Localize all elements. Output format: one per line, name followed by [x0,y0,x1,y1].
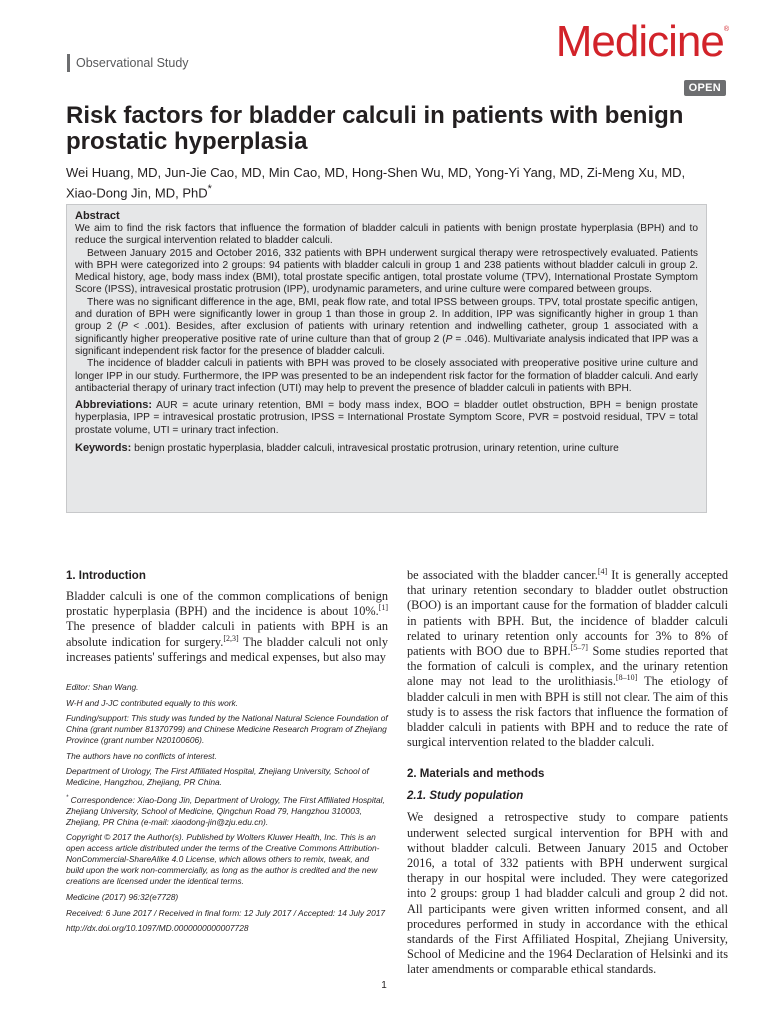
p-value-symbol: P [121,321,128,333]
abbreviations-label: Abbreviations: [75,399,153,412]
correspondence-note [66,793,388,828]
intro-text: be associated with the bladder cancer. [407,568,598,582]
open-access-badge: OPEN [684,80,726,96]
methods-heading: 2. Materials and methods [407,768,545,781]
abstract-results-part-a: There was no significant difference in the age, BMI, peak flow rate, and total IPSS between groups. TPV, total prostate specific antigen, and duration of BPH were significantly lower in group 1 than those in group 2. In addition, IPP was significantly higher in group 1 than group 2 ( [75,296,698,333]
abstract-methods: Between January 2015 and October 2016, 332 patients with BPH underwent surgical therapy were retrospectively evaluated. Patients with BPH were categorized into 2 groups: 94 patients with bladder calculi in group 1 and 238 patients without bladder calculi in group 2. Medical history, age, body mass index (BMI), total prostate specific antigen, total prostate volume (TPV), International Prostate Symptom Score (IPSS), intravesical prostatic protrusion (IPP), urodynamic parameters, and urine culture were compared between groups. [75,247,698,296]
abbreviations-text: AUR = acute urinary retention, BMI = body mass index, BOO = bladder outlet obstruction, BPH = benign prostate hyperplasia, IPP = intravesical prostatic protrusion, IPSS = International Prostate Symptom Score, PVR = postvoid residual, TPV = total prostate volume, UTI = urinary tract infection. [75,400,698,436]
journal-name: Medicine [555,17,724,66]
intro-text: The presence of bladder calculi in patients with BPH is an absolute indication for surgery. [66,619,388,649]
article-type-label: Observational Study [67,54,189,72]
abstract-results [75,297,698,358]
authors-text: Wei Huang, MD, Jun-Jie Cao, MD, Min Cao, MD, Hong-Shen Wu, MD, Yong-Yi Yang, MD, Zi-Meng Xu, MD, Xiao-Dong Jin, MD, PhD [66,165,686,201]
copyright-note: Copyright © 2017 the Author(s). Published by Wolters Kluwer Health, Inc. This is an open access article distributed under the terms of the Creative Commons Attribution-NonCommercial-ShareAlike 4.0 License, which allows others to remix, tweak, and build upon the work non-commercially, as long as the author is credited and the new creations are licensed under the identical terms. [66,832,380,887]
intro-text: Some studies reported that the formation of calculi is complex, and the urinary retention alone may not lead to the urolithiasis. [407,644,728,689]
citation-ref[interactable]: [4] [597,566,608,576]
department-note: Department of Urology, The First Affiliated Hospital, Zhejiang University, School of Medicine, Hangzhou, Zhejiang, PR China. [66,766,369,788]
editor-note: Editor: Shan Wang. [66,682,139,692]
abstract-box [66,204,707,513]
corresponding-author-mark: * [207,183,212,195]
abstract-objective: We aim to find the risk factors that influence the formation of bladder calculi in patients with benign prostate hyperplasia (BPH) and to reduce the surgical intervention related to bladder calculi. [75,223,698,247]
p-value-symbol: P [445,333,453,345]
registered-mark: ® [723,26,728,33]
keywords [75,442,698,455]
citation-ref[interactable]: [2,3] [223,633,239,643]
citation-ref[interactable]: [8–10] [615,673,638,683]
intro-text: It is generally accepted that urinary retention secondary to bladder outlet obstruction (BOO) is an important cause for the formation of bladder calculi in patients with BPH. But, the incidence of bladder calculi related to urinary retention only accounts for 3% to 8% of patients with BOO due to BPH. [407,568,728,659]
keywords-text: benign prostatic hyperplasia, bladder calculi, intravesical prostatic protrusion, urinary retention, urine culture [134,443,619,455]
intro-text: Bladder calculi is one of the common complications of benign prostatic hyperplasia (BPH) and the incidence is about 10%. [66,589,388,619]
right-column [407,568,728,978]
intro-text: The etiology of bladder calculi in men with BPH is still not clear. The aim of this study is to assess the risk factors that influence the formation of bladder calculi in patients with BPH and to reduce the rate of surgical intervention related to the bladder calculi. [407,674,728,750]
conflicts-note: The authors have no conflicts of interest. [66,750,217,761]
equal-contribution-note: W-H and J-JC contributed equally to this work. [66,697,239,708]
article-notes [66,682,388,939]
abstract-heading: Abstract [75,210,120,222]
received-note: Received: 6 June 2017 / Received in final form: 12 July 2017 / Accepted: 14 July 2017 [66,907,386,918]
correspondence-mark: * [66,794,69,801]
citation-note: Medicine (2017) 96:32(e7728) [66,891,179,902]
funding-note: Funding/support: This study was funded by the National Natural Science Foundation of China (grant number 81370799) and Chinese Medicine Research Program of Zhejiang Province (grant number N20100606). [66,713,388,746]
citation-ref[interactable]: [5–7] [570,642,588,652]
page-number: 1 [381,980,387,991]
abstract-results-part-b: < .001). Besides, after exclusion of patients with urinary retention and indwelling catheter, group 1 associated with a significantly higher preoperative positive rate of urine culture than that of group 2 ( [75,321,699,345]
introduction-continued [407,568,728,750]
study-population-paragraph: We designed a retrospective study to compare patients underwent selected surgical intervention for BPH with and without bladder calculi. Between January 2015 and October 2016, a total of 332 patients with BPH underwent surgical therapy in our hospital were included. They were categorized into 2 groups: group 1 had bladder calculi and group 2 did not. All participants were given written informed consent, and all procedures performed in study in accordance with the ethical standards of the First Affiliated Hospital, Zhejiang University, School of Medicine and the 1964 Declaration of Helsinki and its later amendments or comparable ethical standards. [407,810,728,977]
abstract-results-part-c: = .046). Multivariate analysis indicated that IPP was a significant independent risk factor for the presence of bladder calculi. [75,333,698,357]
article-title: Risk factors for bladder calculi in patients with benign prostatic hyperplasia [66,102,684,155]
correspondence-text: Correspondence: Xiao-Dong Jin, Department of Urology, The First Affiliated Hospital, Zhejiang University, School of Medicine, Qingchun Road 79, Hangzhou 310003, Zhejiang, PR China (e-mail: xiaodong-jin@zju.edu.cn). [66,794,385,827]
abbreviations [75,399,698,437]
doi-link[interactable]: http://dx.doi.org/10.1097/MD.0000000000007728 [66,923,249,934]
left-column [66,568,388,665]
citation-ref[interactable]: [1] [378,603,388,613]
introduction-paragraph [66,589,388,665]
author-list [66,164,706,201]
study-population-heading: 2.1. Study population [407,790,524,803]
intro-text: The bladder calculi not only increases patients' sufferings and medical expenses, but also may [66,634,388,664]
keywords-label: Keywords: [75,442,132,455]
introduction-heading: 1. Introduction [66,570,146,582]
journal-logo [555,17,728,66]
abstract-conclusion: The incidence of bladder calculi in patients with BPH was proved to be closely associated with preoperative positive urine culture and longer IPP in our study. Furthermore, the IPP was presented to be an independent risk factor for the formation of bladder calculi. And early antibacterial therapy of urinary tract infection (UTI) may help to prevent the presence of bladder calculi in patients with BPH. [75,358,698,394]
